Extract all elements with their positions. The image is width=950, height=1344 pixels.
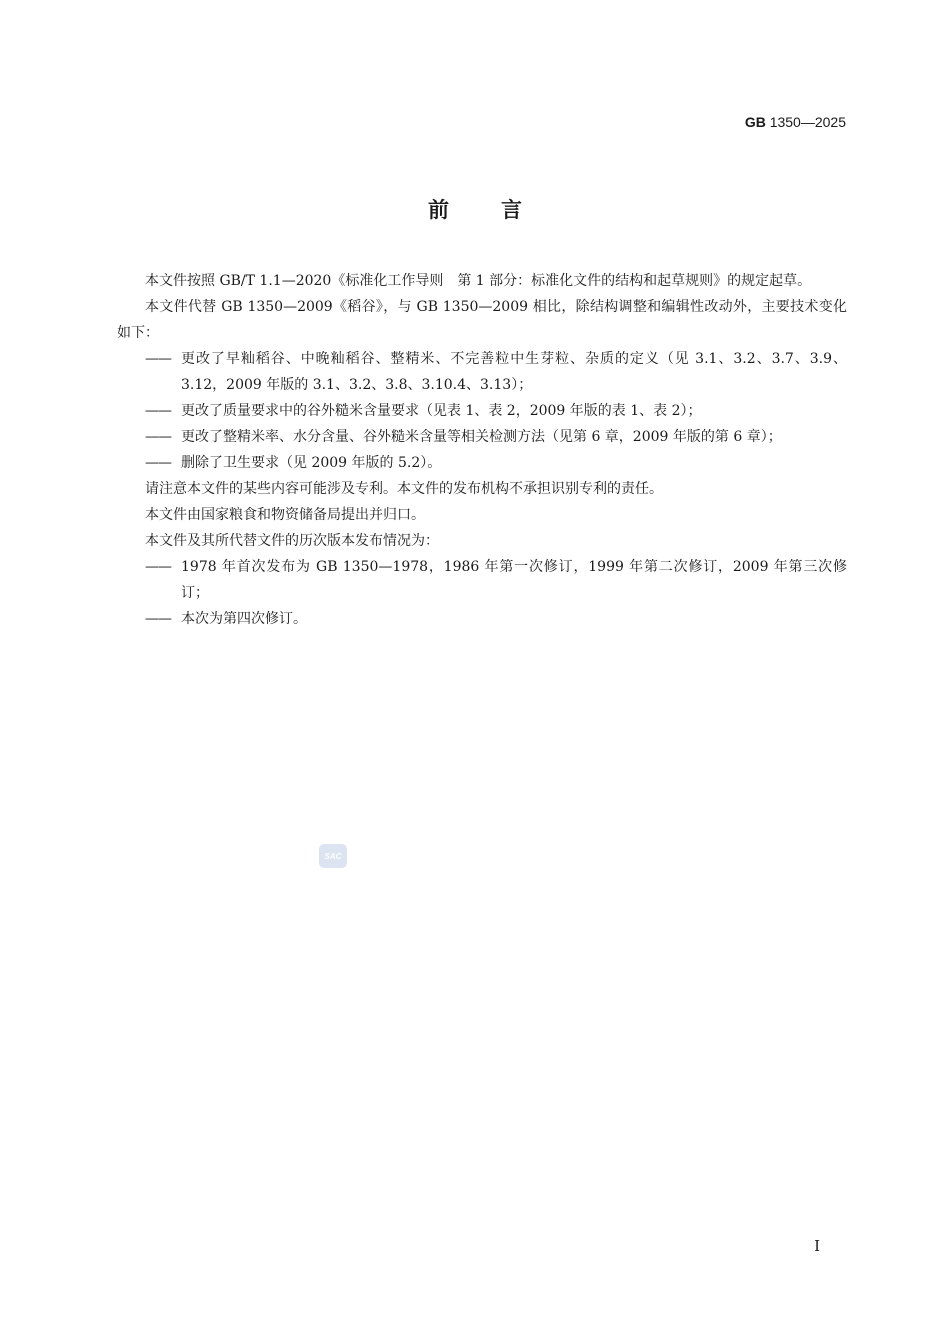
standard-code-number: 1350—2025 xyxy=(769,114,846,130)
change-item-text: 更改了质量要求中的谷外糙米含量要求（见表 1、表 2，2009 年版的表 1、表 2）； xyxy=(181,403,702,419)
paragraph-proposer: 本文件由国家粮食和物资储备局提出并归口。 xyxy=(145,507,425,523)
standard-code-header xyxy=(745,114,846,130)
change-item xyxy=(117,346,847,398)
history-item-text: 1978 年首次发布为 GB 1350—1978，1986 年第一次修订，1999 年第二次修订，2009 年第三次修订； xyxy=(181,559,847,601)
history-item xyxy=(117,606,847,632)
dash-marker: —— xyxy=(145,403,171,419)
history-item-text: 本次为第四次修订。 xyxy=(181,611,307,627)
paragraph-drafting-rules: 本文件按照 GB/T 1.1—2020《标准化工作导则 第 1 部分：标准化文件的结构和起草规则》的规定起草。 xyxy=(145,273,812,289)
dash-marker: —— xyxy=(145,351,171,367)
change-item xyxy=(117,398,847,424)
change-item xyxy=(117,450,847,476)
change-item-text: 更改了整精米率、水分含量、谷外糙米含量等相关检测方法（见第 6 章，2009 年版的第 6 章）； xyxy=(181,429,782,445)
dash-marker: —— xyxy=(145,455,171,471)
paragraph-patent-notice: 请注意本文件的某些内容可能涉及专利。本文件的发布机构不承担识别专利的责任。 xyxy=(145,481,663,497)
sac-logo-icon xyxy=(319,844,347,868)
dash-marker: —— xyxy=(145,611,171,627)
change-item xyxy=(117,424,847,450)
dash-marker: —— xyxy=(145,429,171,445)
page-number: I xyxy=(814,1237,820,1255)
paragraph-history-intro: 本文件及其所代替文件的历次版本发布情况为： xyxy=(145,533,439,549)
sac-logo-text: SAC xyxy=(324,852,342,861)
history-item xyxy=(117,554,847,606)
dash-marker: —— xyxy=(145,559,171,575)
foreword-content xyxy=(117,268,847,632)
change-item-text: 删除了卫生要求（见 2009 年版的 5.2）。 xyxy=(181,455,442,471)
paragraph-replacement: 本文件代替 GB 1350—2009《稻谷》，与 GB 1350—2009 相比，除结构调整和编辑性改动外，主要技术变化如下： xyxy=(117,299,847,341)
standard-code-prefix: GB xyxy=(744,114,766,130)
page-title: 前言 xyxy=(428,198,574,222)
change-item-text: 更改了早籼稻谷、中晚籼稻谷、整精米、不完善粒中生芽粒、杂质的定义（见 3.1、3.2、3.7、3.9、3.12，2009 年版的 3.1、3.2、3.8、3.10.4、3.13）； xyxy=(181,351,847,393)
